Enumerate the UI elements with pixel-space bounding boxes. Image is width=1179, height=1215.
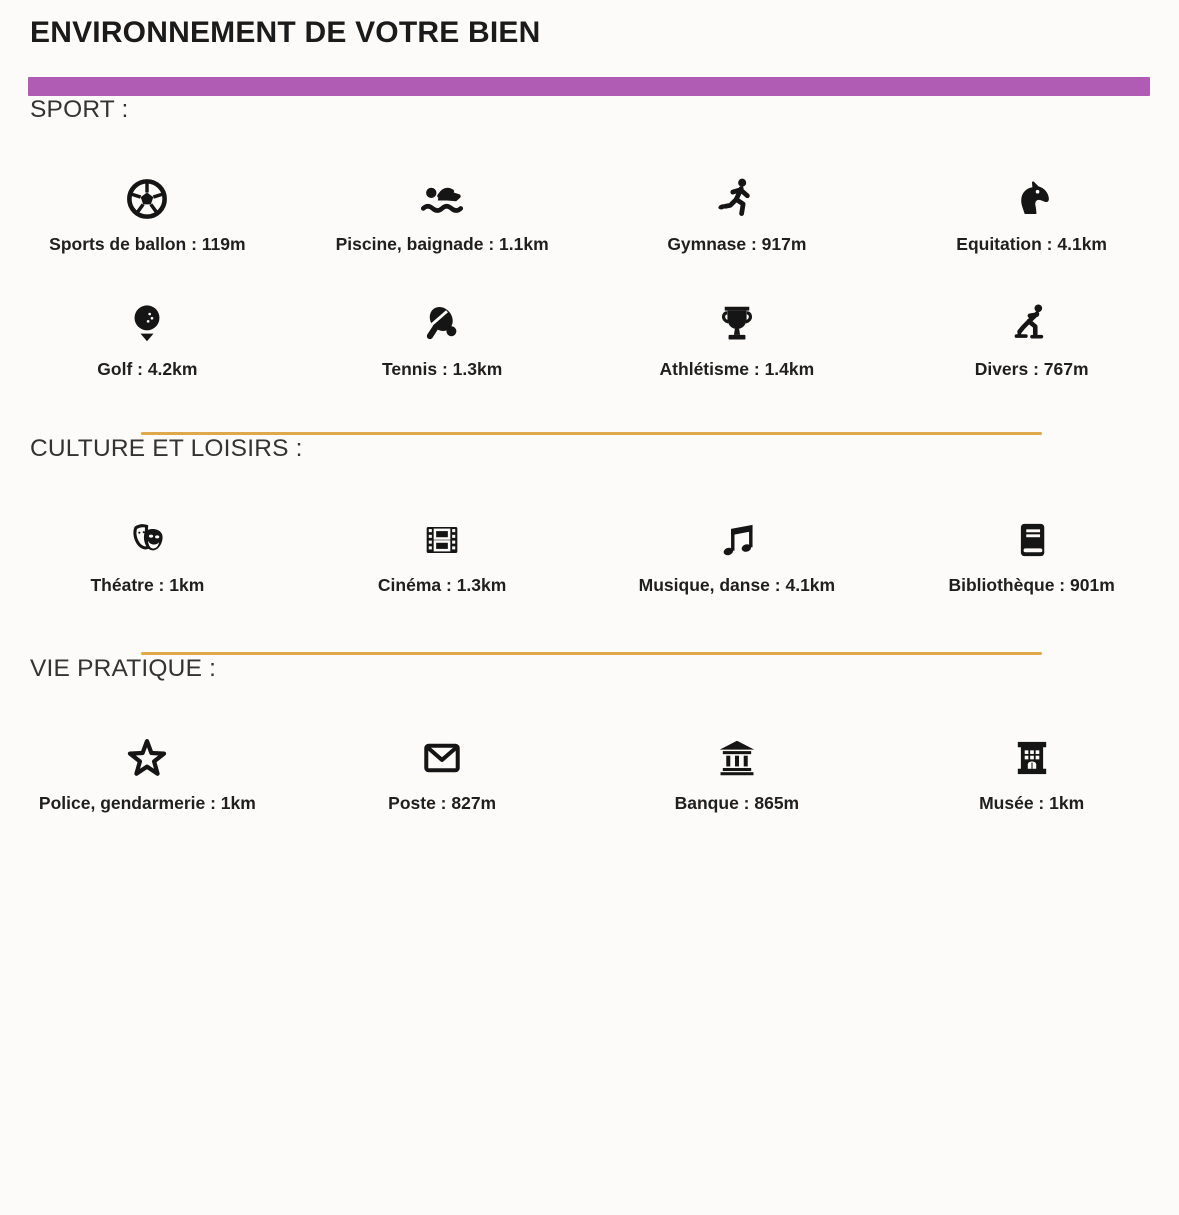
star-icon (124, 733, 170, 783)
poi-item-musee (884, 733, 1179, 814)
soccer-ball-icon (124, 174, 170, 224)
poi-label: Musique, danse : 4.1km (638, 574, 836, 595)
poi-label: Athlétisme : 1.4km (659, 358, 815, 379)
vie-pratique-items-grid (0, 733, 1179, 814)
section-header-sport: SPORT : (30, 95, 129, 123)
poi-item-musique (590, 515, 885, 596)
section-header-culture: CULTURE ET LOISIRS : (30, 434, 303, 462)
golf-ball-icon (124, 299, 170, 349)
poi-item-gymnase (590, 174, 885, 255)
ice-skater-icon (1009, 299, 1055, 349)
poi-item-poste (295, 733, 590, 814)
poi-item-athletisme (590, 299, 885, 380)
poi-label: Divers : 767m (974, 358, 1089, 379)
poi-item-bibliotheque (884, 515, 1179, 596)
envelope-icon (419, 733, 465, 783)
poi-label: Sports de ballon : 119m (49, 233, 246, 254)
poi-item-equitation (884, 174, 1179, 255)
poi-label: Bibliothèque : 901m (948, 574, 1115, 595)
poi-label: Golf : 4.2km (97, 358, 198, 379)
poi-item-theatre (0, 515, 295, 596)
poi-item-cinema (295, 515, 590, 596)
poi-label: Police, gendarmerie : 1km (38, 792, 256, 813)
museum-building-icon (1009, 733, 1055, 783)
poi-label: Piscine, baignade : 1.1km (335, 233, 549, 254)
runner-icon (714, 174, 760, 224)
trophy-icon (714, 299, 760, 349)
poi-item-banque (590, 733, 885, 814)
poi-item-divers (884, 299, 1179, 380)
theater-masks-icon (124, 515, 170, 565)
page-title: ENVIRONNEMENT DE VOTRE BIEN (30, 16, 541, 49)
book-icon (1009, 515, 1055, 565)
poi-item-piscine (295, 174, 590, 255)
poi-label: Banque : 865m (674, 792, 800, 813)
poi-label: Cinéma : 1.3km (377, 574, 507, 595)
poi-label: Equitation : 4.1km (956, 233, 1107, 254)
sport-items-grid (0, 174, 1179, 380)
culture-items-grid (0, 515, 1179, 596)
bank-icon (714, 733, 760, 783)
poi-label: Gymnase : 917m (667, 233, 807, 254)
swimmer-icon (419, 174, 465, 224)
poi-label: Théatre : 1km (90, 574, 205, 595)
poi-label: Musée : 1km (979, 792, 1085, 813)
poi-item-tennis (295, 299, 590, 380)
music-note-icon (714, 515, 760, 565)
poi-label: Tennis : 1.3km (381, 358, 503, 379)
horse-head-icon (1009, 174, 1055, 224)
accent-bar (28, 77, 1150, 96)
table-tennis-icon (419, 299, 465, 349)
poi-item-golf (0, 299, 295, 380)
section-header-vie-pratique: VIE PRATIQUE : (30, 654, 217, 682)
poi-item-police (0, 733, 295, 814)
poi-label: Poste : 827m (388, 792, 497, 813)
poi-item-sports-de-ballon (0, 174, 295, 255)
film-strip-icon (419, 515, 465, 565)
